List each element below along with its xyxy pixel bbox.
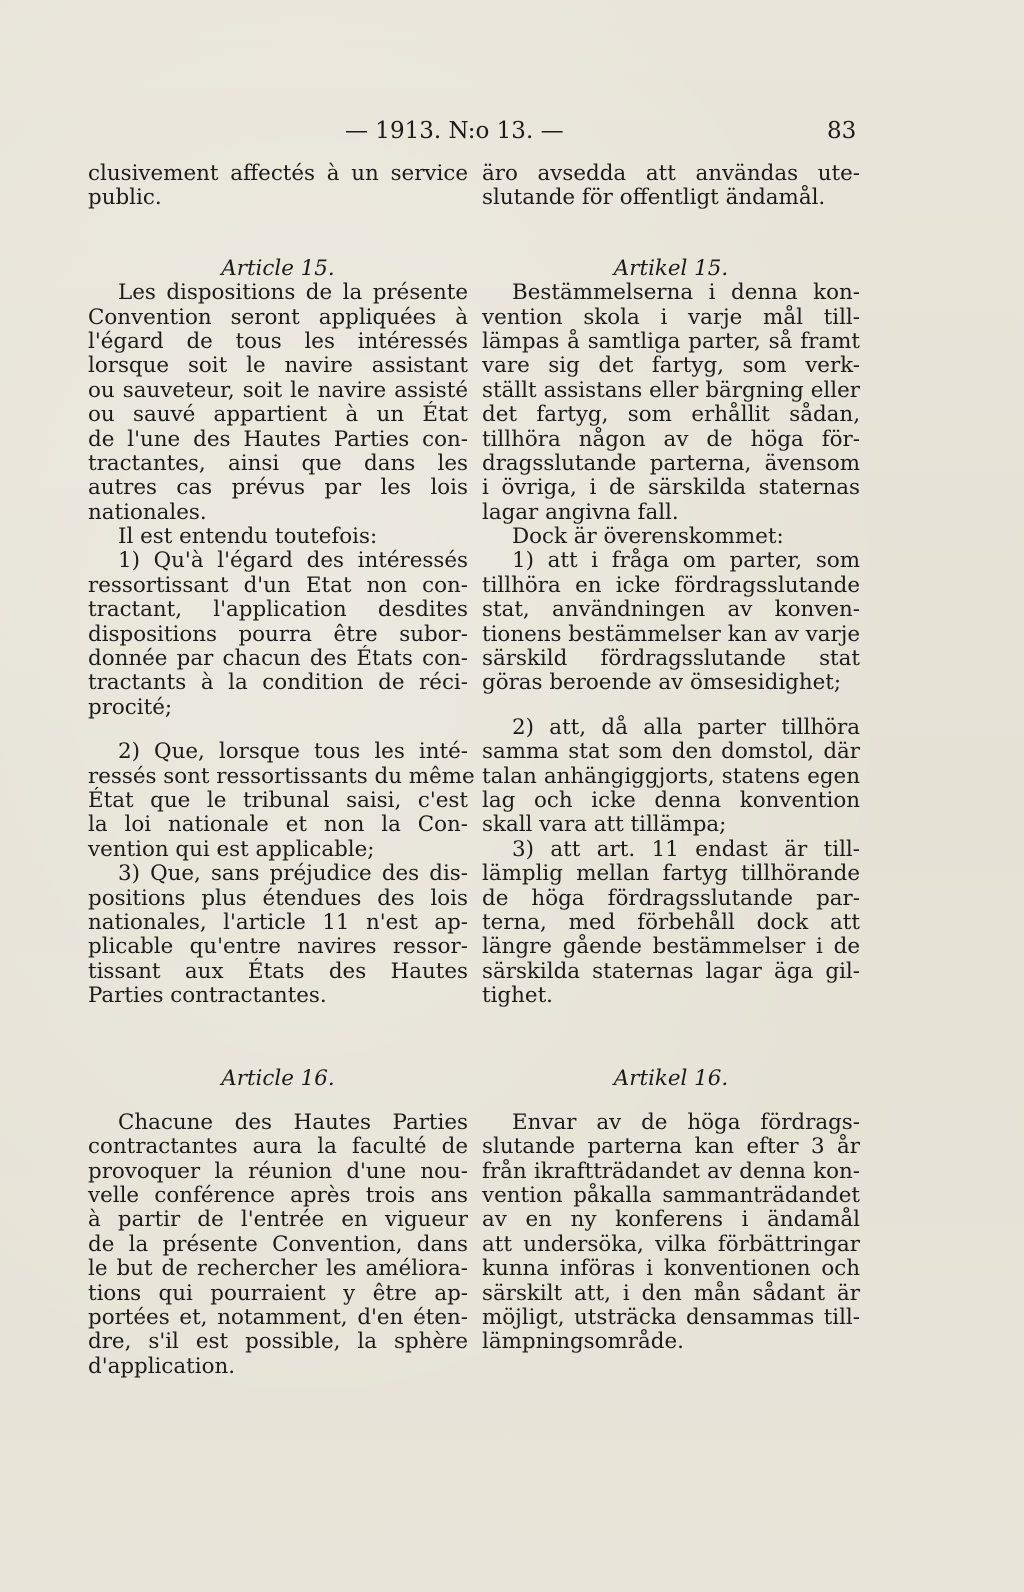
article-16-heading: Artikel 16. [613, 1065, 729, 1091]
text-line: samma stat som den domstol, där [482, 739, 860, 765]
text-line: ou sauvé appartient à un État [88, 402, 468, 428]
page-number: 83 [827, 118, 857, 144]
text-line: velle conférence après trois ans [88, 1183, 468, 1209]
text-line: lagar angivna fall. [482, 499, 679, 525]
article-15-heading: Article 15. [221, 255, 335, 281]
text-line: Parties contractantes. [88, 983, 327, 1009]
text-line: särskilt att, i den mån sådant är [482, 1280, 860, 1306]
text-line: contractantes aura la faculté de [88, 1134, 468, 1160]
text-line: 3) att art. 11 endast är till- [512, 836, 860, 862]
text-line: Bestämmelserna i denna kon- [512, 280, 860, 306]
text-line: tillhöra någon av de höga för- [482, 426, 860, 452]
article-15-paragraph [88, 525, 468, 549]
article-15-clause-3 [482, 838, 860, 1009]
text-line: clusivement affectés à un service [88, 161, 468, 186]
text-line: stat, användningen av konven- [482, 597, 860, 623]
text-line: slutande för offentligt ändamål. [482, 185, 826, 211]
text-line: le but de rechercher les améliora- [88, 1256, 468, 1282]
text-line: talan anhängiggjorts, statens egen [482, 763, 860, 789]
text-line: skall vara att tillämpa; [482, 812, 727, 838]
text-line: längre gående bestämmelser i de [482, 934, 860, 960]
text-line: 1) att i fråga om parter, som [512, 548, 860, 574]
text-line: vention qui est applicable; [88, 836, 375, 862]
text-line: tions qui pourraient y être ap- [88, 1280, 468, 1306]
text-line: provoquer la réunion d'une nou- [88, 1158, 468, 1184]
text-line: göras beroende av ömsesidighet; [482, 670, 842, 696]
text-line: nationales. [88, 499, 207, 525]
text-line: 2) att, då alla parter tillhöra [512, 714, 860, 740]
text-line: tractants à la condition de réci- [88, 670, 468, 696]
text-line: portées et, notamment, d'en éten- [88, 1305, 468, 1331]
article-15-clause-1 [88, 549, 468, 720]
text-line: ställt assistans eller bärgning eller [482, 377, 860, 403]
text-line: l'égard de tous les intéressés [88, 328, 468, 354]
text-line: särskild fördragsslutande stat [482, 646, 860, 672]
text-line: lämplig mellan fartyg tillhörande [482, 861, 860, 887]
text-line: positions plus étendues des lois [88, 885, 468, 911]
intro-paragraph [482, 162, 860, 211]
page-header [0, 118, 1024, 148]
text-line: 2) Que, lorsque tous les inté- [118, 739, 468, 765]
text-line: Chacune des Hautes Parties [118, 1109, 468, 1135]
text-line: slutande parterna kan efter 3 år [482, 1134, 860, 1160]
text-line: Les dispositions de la présente [118, 280, 468, 306]
text-line: av en ny konferens i ändamål [482, 1207, 860, 1233]
text-line: de höga fördragsslutande par- [482, 885, 860, 911]
text-line: donnée par chacun des États con- [88, 646, 468, 672]
intro-paragraph [88, 162, 468, 211]
text-line: lämpas å samtliga parter, så framt [482, 328, 860, 354]
text-line: tighet. [482, 983, 553, 1009]
text-line: autres cas prévus par les lois [88, 475, 468, 501]
text-line: ressés sont ressortissants du même [88, 763, 475, 789]
text-line: terna, med förbehåll dock att [482, 909, 860, 935]
article-15-clause-2 [482, 716, 860, 838]
text-line: dre, s'il est possible, la sphère [88, 1329, 468, 1355]
text-line: de la présente Convention, dans [88, 1231, 468, 1257]
running-title: — 1913. N:o 13. — [345, 118, 564, 144]
article-15-clause-3 [88, 862, 468, 1008]
text-line: tissant aux États des Hautes [88, 958, 468, 984]
text-line: 3) Que, sans préjudice des dis- [118, 861, 468, 887]
text-line: la loi nationale et non la Con- [88, 812, 468, 838]
text-line: äro avsedda att användas ute- [482, 161, 860, 186]
swedish-column [482, 162, 860, 1355]
text-line: Convention seront appliquées à [88, 304, 468, 330]
text-line: det fartyg, som erhållit sådan, [482, 402, 860, 428]
text-line: tillhöra en icke fördragsslutande [482, 572, 860, 598]
article-16-heading: Article 16. [221, 1065, 335, 1091]
text-line: vention skola i varje mål till- [482, 304, 860, 330]
text-line: dispositions pourra être subor- [88, 621, 468, 647]
text-line: État que le tribunal saisi, c'est [88, 787, 468, 813]
article-15-paragraph [88, 281, 468, 525]
text-line: möjligt, utsträcka densammas till- [482, 1305, 860, 1331]
text-line: Envar av de höga fördrags- [512, 1109, 860, 1135]
text-line: d'application. [88, 1353, 236, 1379]
text-line: procité; [88, 694, 173, 720]
text-line: ressortissant d'un Etat non con- [88, 572, 468, 598]
article-15-paragraph [482, 525, 860, 549]
text-line: lorsque soit le navire assistant [88, 353, 468, 379]
text-line: att undersöka, vilka förbättringar [482, 1231, 860, 1257]
text-line: de l'une des Hautes Parties con- [88, 426, 468, 452]
text-line: tractant, l'application desdites [88, 597, 468, 623]
text-line: à partir de l'entrée en vigueur [88, 1207, 468, 1233]
text-line: lag och icke denna konvention [482, 787, 860, 813]
french-column [88, 161, 475, 1379]
article-15-paragraph [482, 281, 860, 525]
text-line: plicable qu'entre navires ressor- [88, 934, 468, 960]
article-15-clause-1 [482, 549, 860, 695]
text-line: vare sig det fartyg, som verk- [482, 353, 860, 379]
article-15-heading: Artikel 15. [613, 255, 729, 281]
text-line: Il est entendu toutefois: [118, 524, 378, 550]
text-line: dragsslutande parterna, ävensom [482, 450, 860, 476]
article-16-paragraph [482, 1111, 860, 1355]
article-16-paragraph [88, 1111, 468, 1379]
text-line: tractantes, ainsi que dans les [88, 450, 468, 476]
text-line: tionens bestämmelser kan av varje [482, 621, 860, 647]
text-line: särskilda staternas lagar äga gil- [482, 958, 860, 984]
text-line: Dock är överenskommet: [512, 524, 784, 550]
text-line: 1) Qu'à l'égard des intéressés [118, 548, 468, 574]
text-line: kunna införas i konventionen och [482, 1256, 860, 1282]
text-line: nationales, l'article 11 n'est ap- [88, 909, 468, 935]
article-15-clause-2 [88, 739, 475, 862]
text-line: i övriga, i de särskilda staternas [482, 475, 860, 501]
text-line: lämpningsområde. [482, 1329, 684, 1355]
text-line: vention påkalla sammanträdandet [482, 1183, 860, 1209]
text-line: ou sauveteur, soit le navire assisté [88, 377, 468, 403]
text-line: public. [88, 185, 162, 211]
text-line: från ikraftträdandet av denna kon- [482, 1158, 860, 1184]
